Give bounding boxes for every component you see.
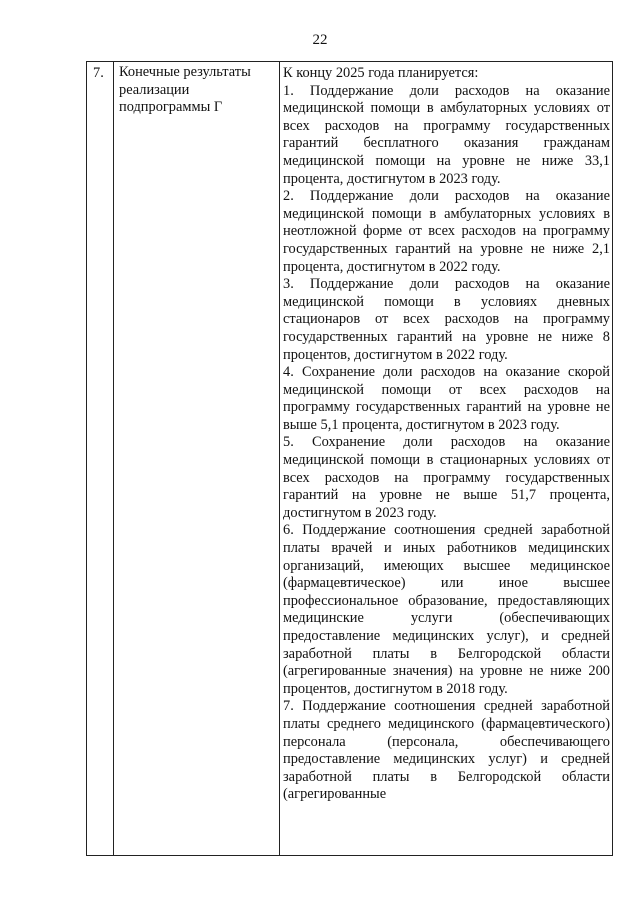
- result-item-5: 5. Сохранение доли расходов на оказание медицинской помощи в стационарных условиях от всех расходов на программу государственных гарантий на уровне не выше 51,7 процента, достигнутом в 2023 году.: [283, 434, 610, 521]
- table-row: [87, 62, 613, 856]
- result-item-2: 2. Поддержание доли расходов на оказание медицинской помощи в амбулаторных условиях в неотложной форме от всех расходов на программу государственных гарантий на уровне не ниже 2,1 процента, достигнутом в 2022 году.: [283, 188, 610, 275]
- row-number-cell: [87, 62, 114, 856]
- row-number: 7.: [93, 65, 104, 81]
- result-item-4: 4. Сохранение доли расходов на оказание скорой медицинской помощи от всех расходов на программу государственных гарантий на уровне не выше 5,1 процента, достигнутом в 2023 году.: [283, 364, 610, 433]
- content-intro: К концу 2025 года планируется:: [283, 65, 479, 81]
- result-item-3: 3. Поддержание доли расходов на оказание медицинской помощи в условиях дневных стационаров от всех расходов на программу государственных гарантий на уровне не ниже 8 процентов, достигнутом в 2022 году.: [283, 276, 610, 363]
- page-number: 22: [312, 32, 328, 48]
- result-item-6: 6. Поддержание соотношения средней заработной платы врачей и иных работников медицинских организаций, имеющих высшее медицинское (фармацевтическое) или иное высшее профессиональное образование, предоставляющих медицинские услуги (обеспечивающих предоставление медицинских услуг), и средней заработной платы в Белгородской области (агрегированные значения) на уровне не ниже 200 процентов, достигнутом в 2018 году.: [283, 522, 610, 697]
- row-content-cell: [280, 62, 613, 856]
- results-table: [86, 61, 613, 856]
- row-label: Конечные результаты реализации подпрограммы Г: [119, 64, 251, 116]
- result-item-7: 7. Поддержание соотношения средней заработной платы среднего медицинского (фармацевтического) персонала (персонала, обеспечивающего предоставление медицинских услуг) и средней заработной платы в Белгородской области (агрегированные: [283, 698, 610, 803]
- row-label-cell: [114, 62, 280, 856]
- result-item-1: 1. Поддержание доли расходов на оказание медицинской помощи в амбулаторных условиях от всех расходов на программу государственных гарантий бесплатного оказания гражданам медицинской помощи на уровне не ниже 33,1 процента, достигнутом в 2023 году.: [283, 82, 610, 187]
